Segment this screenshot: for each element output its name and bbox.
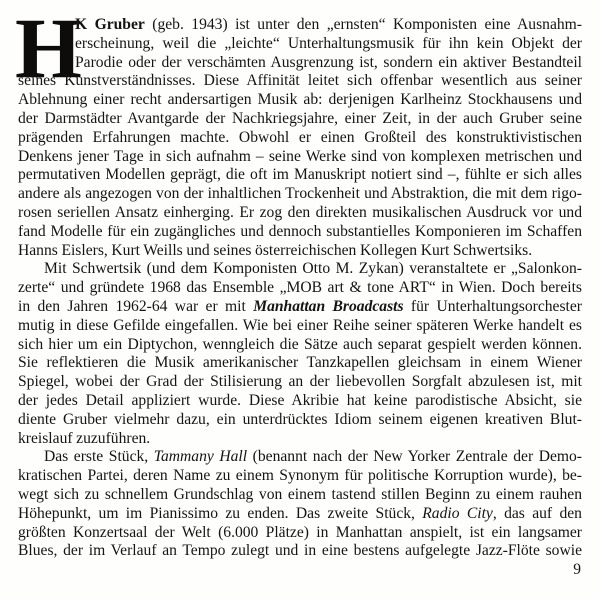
body-text-block	[18, 16, 582, 561]
text-line	[18, 373, 582, 392]
body-text: erscheinung, weil die „leichte“ Unterhaltungsmusik für ihn kein Objekt der	[75, 34, 582, 52]
body-text: größten Konzertsaal der Welt (6.000 Plätze) in Manhattan anspielt, ist ein langsamer	[18, 523, 582, 541]
body-text: rosen seriellen Ansatz einherging. Er zog den direkten musikalischen Ausdruck vor und	[18, 203, 582, 221]
text-line	[18, 430, 582, 449]
emphasized-text: Tammany Hall	[153, 448, 248, 466]
body-text: seines Kunstverständnisses. Diese Affinität leitet sich offenbar wesentlich aus seiner	[18, 72, 582, 90]
body-text: zerte“ und gründete 1968 das Ensemble „MOB art & tone ART“ in Wien. Doch bereits	[18, 279, 582, 297]
text-line	[18, 392, 582, 411]
text-line	[18, 279, 582, 298]
body-text: kratischen Partei, deren Name zu einem Synonym für politische Korruption wurde), be-	[18, 467, 582, 485]
text-line	[18, 354, 582, 373]
text-line	[18, 336, 582, 355]
text-line	[18, 185, 582, 204]
body-text: Blues, der im Verlauf an Tempo zulegt und in eine bestens aufgelegte Jazz-Flöte sowie	[18, 542, 582, 560]
body-text: (benannt nach der New Yorker Zentrale der Demo-	[247, 448, 583, 466]
body-text: der jedes Detail appliziert wurde. Diese Akribie hat keine parodistische Absicht, sie	[18, 391, 582, 409]
body-text: Höhepunkt, um im Pianissimo zu enden. Das zweite Stück,	[18, 504, 423, 522]
text-line	[18, 242, 582, 261]
text-line	[18, 129, 582, 148]
text-line	[18, 524, 582, 543]
body-text: , das auf den	[492, 504, 582, 522]
text-line	[18, 204, 582, 223]
text-line	[18, 467, 582, 486]
text-line	[18, 411, 582, 430]
emphasized-text: K Gruber	[75, 16, 145, 33]
body-text: diente Gruber vielmehr dazu, ein unterdrücktes Idiom seinem eigenen kreativen Blut-	[18, 410, 582, 428]
text-line	[18, 317, 582, 336]
body-text: Spiegel, wobei der Grad der Stilisierung an der liebevollen Sorgfalt abzulesen ist, mit	[18, 373, 582, 391]
body-text: andere als angezogen von der inhaltlichen Trockenheit und Abstraktion, die mit dem rigo-	[18, 185, 582, 203]
text-line	[18, 298, 582, 317]
text-line	[18, 542, 582, 561]
body-text: wegt sich zu schnellem Grundschlag von einem tastend stillen Beginn zu einem rauhen	[18, 485, 582, 503]
text-line	[75, 54, 582, 73]
drop-cap-letter: H	[15, 0, 80, 96]
body-text: in den Jahren 1962-64 war er mit	[18, 297, 254, 315]
body-text: Das erste Stück,	[44, 448, 154, 466]
body-text: Mit Schwertsik (und dem Komponisten Otto M. Zykan) veranstaltete er „Salonkon-	[44, 260, 582, 278]
body-text: Ablehnung einer recht andersartigen Musik ab: derjenigen Karlheinz Stockhausens und	[18, 91, 582, 109]
body-text: für Unterhaltungsorchester	[403, 297, 582, 315]
emphasized-text: Manhattan Broadcasts	[253, 297, 404, 315]
body-text: Hanns Eislers, Kurt Weills und seines österreichischen Kollegen Kurt Schwertsiks.	[18, 241, 533, 259]
body-text: fand Modelle für ein zugängliches und dennoch substantielles Komponieren im Schaffen	[18, 222, 582, 240]
text-line	[18, 72, 582, 91]
text-line	[18, 486, 582, 505]
body-text: permutativen Modellen geprägt, die oft im Manuskript notiert sind –, fühlte er sich alles	[18, 166, 582, 184]
body-text: prägenden Erfahrungen machte. Obwohl er einen Großteil des konstruktivistischen	[18, 128, 582, 146]
body-text: (geb. 1943) ist unter den „ernsten“ Komponisten eine Ausnahm-	[144, 16, 583, 33]
page-number: 9	[573, 561, 581, 578]
body-text: Parodie oder der verschämten Ausgrenzung ist, sondern ein aktiver Bestandteil	[75, 53, 582, 71]
text-line	[18, 166, 582, 185]
text-line	[75, 16, 582, 35]
text-line	[18, 91, 582, 110]
body-text: kreislauf zuzuführen.	[18, 429, 151, 447]
text-line	[18, 223, 582, 242]
body-text: mutig in diese Gefilde eingefallen. Wie bei einer Reihe seiner späteren Werke handelt es	[18, 316, 582, 334]
text-line	[18, 260, 582, 279]
text-line	[18, 110, 582, 129]
emphasized-text: Radio City	[422, 504, 493, 522]
text-line	[75, 35, 582, 54]
paragraph-3	[18, 448, 582, 561]
text-line	[18, 505, 582, 524]
body-text: sich hier um ein Diptychon, wenngleich die Sätze auch separat gespielt werden können.	[18, 335, 582, 353]
paragraph-2	[18, 260, 582, 448]
paragraph-1	[18, 16, 582, 260]
text-line	[18, 448, 582, 467]
body-text: Denkens jener Tage in sich aufnahm – seine Werke sind von komplexen metrischen und	[18, 147, 582, 165]
body-text: Sie reflektieren die Musik amerikanischer Tanzkapellen gleichsam in einem Wiener	[18, 354, 582, 372]
body-text: der Darmstädter Avantgarde der Nachkriegsjahre, einer Zeit, in der auch Gruber seine	[18, 109, 582, 127]
text-line	[18, 148, 582, 167]
